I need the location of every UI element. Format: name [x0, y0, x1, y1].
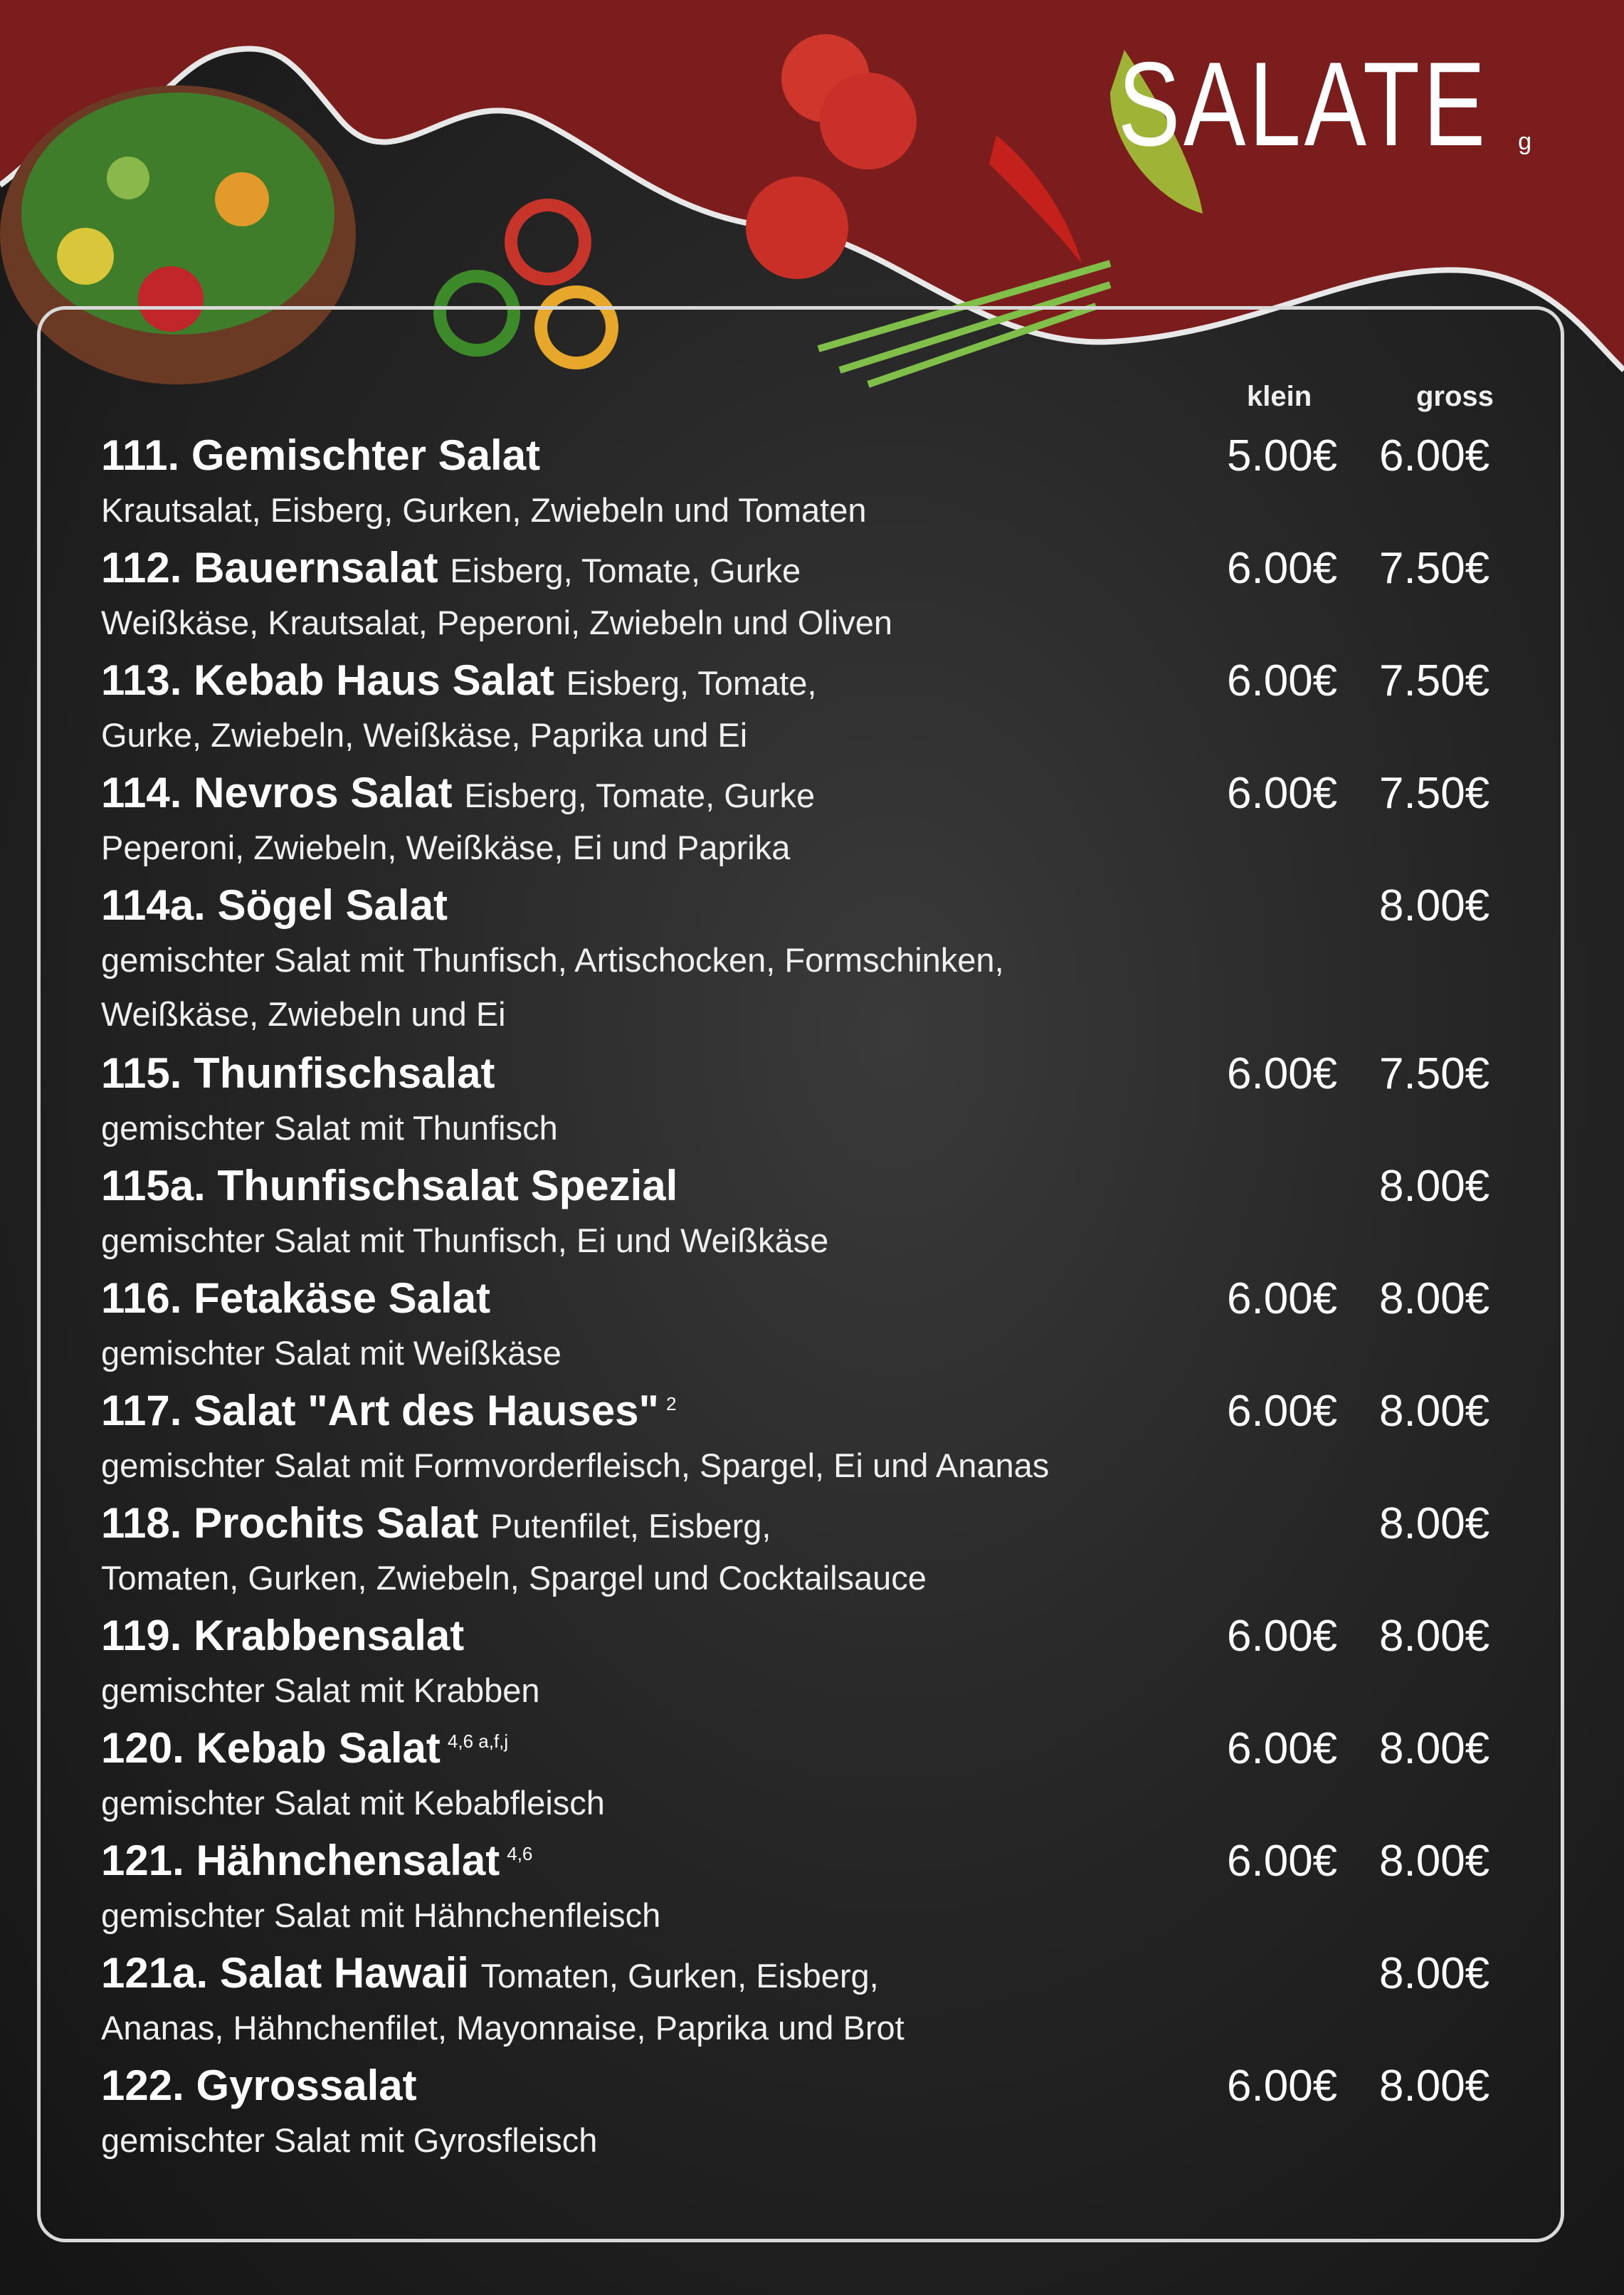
- price-gross: 8.00€: [1379, 1612, 1490, 1661]
- item-description-inline: Eisberg, Tomate, Gurke: [450, 552, 801, 589]
- item-name-line: [101, 1498, 771, 1548]
- item-description: gemischter Salat mit Hähnchenfleisch: [101, 1896, 661, 1934]
- allergen-note: 4,6: [507, 1843, 533, 1864]
- price-gross: 6.00€: [1379, 431, 1490, 480]
- item-title: 114a. Sögel Salat: [101, 881, 448, 929]
- item-description: gemischter Salat mit Krabben: [101, 1671, 540, 1709]
- price-klein: 6.00€: [1227, 1274, 1338, 1323]
- price-gross: 8.00€: [1379, 1949, 1490, 1998]
- item-description-cont: Weißkäse, Zwiebeln und Ei: [101, 995, 506, 1033]
- price-klein: 5.00€: [1227, 431, 1338, 480]
- menu-item: [101, 1498, 1524, 1611]
- price-gross: 8.00€: [1379, 1499, 1490, 1548]
- item-name-line: [101, 1161, 677, 1210]
- item-description: Weißkäse, Krautsalat, Peperoni, Zwiebeln und Oliven: [101, 604, 893, 641]
- price-gross: 7.50€: [1379, 1049, 1490, 1098]
- menu-item: [101, 1273, 1524, 1386]
- item-title: 113. Kebab Haus Salat: [101, 656, 554, 704]
- item-description: gemischter Salat mit Kebabfleisch: [101, 1784, 605, 1822]
- menu-item: [101, 656, 1524, 768]
- item-title: 111. Gemischter Salat: [101, 431, 541, 479]
- price-klein: 6.00€: [1227, 1387, 1338, 1436]
- item-description: Gurke, Zwiebeln, Weißkäse, Paprika und Ei: [101, 716, 748, 754]
- price-gross: 8.00€: [1379, 1724, 1490, 1773]
- item-name-line: [101, 768, 815, 817]
- menu-item: [101, 1049, 1524, 1161]
- item-title: 118. Prochits Salat: [101, 1499, 479, 1547]
- price-klein: 6.00€: [1227, 1612, 1338, 1661]
- item-description: Ananas, Hähnchenfilet, Mayonnaise, Paprika und Brot: [101, 2009, 905, 2047]
- item-name-line: [101, 1948, 879, 1997]
- price-klein: 6.00€: [1227, 656, 1338, 705]
- item-description-inline: Eisberg, Tomate, Gurke: [464, 777, 816, 814]
- item-title: 114. Nevros Salat: [101, 769, 453, 816]
- item-name-line: [101, 2061, 417, 2110]
- menu-item: [101, 1948, 1524, 2061]
- item-title: 121a. Salat Hawaii: [101, 1949, 469, 1997]
- item-description: gemischter Salat mit Weißkäse: [101, 1334, 561, 1372]
- item-name-line: [101, 431, 540, 480]
- item-description-inline: Putenfilet, Eisberg,: [490, 1507, 771, 1545]
- menu-item: [101, 431, 1524, 543]
- menu-item: [101, 1611, 1524, 1723]
- item-description-inline: Eisberg, Tomate,: [566, 664, 817, 702]
- item-title: 116. Fetakäse Salat: [101, 1274, 491, 1322]
- item-name-line: [101, 1723, 508, 1773]
- item-title: 122. Gyrossalat: [101, 2062, 417, 2109]
- item-title: 119. Krabbensalat: [101, 1612, 465, 1659]
- price-gross: 7.50€: [1379, 544, 1490, 593]
- menu-item: [101, 1161, 1524, 1273]
- price-klein: 6.00€: [1227, 1837, 1338, 1886]
- item-description: gemischter Salat mit Thunfisch, Ei und Weißkäse: [101, 1222, 829, 1259]
- item-description: Peperoni, Zwiebeln, Weißkäse, Ei und Paprika: [101, 829, 791, 866]
- item-name-line: [101, 1049, 495, 1098]
- item-name-line: [101, 1611, 464, 1660]
- item-name-line: [101, 1836, 532, 1885]
- item-name-line: [101, 656, 816, 705]
- item-name-line: [101, 881, 448, 930]
- menu-item: [101, 768, 1524, 881]
- price-gross: 8.00€: [1379, 2062, 1490, 2111]
- menu-item: [101, 1386, 1524, 1498]
- item-title: 115a. Thunfischsalat Spezial: [101, 1162, 678, 1209]
- title-unit: g: [1518, 128, 1531, 155]
- column-header-gross: gross: [1416, 381, 1494, 412]
- price-klein: 6.00€: [1227, 1049, 1338, 1098]
- price-gross: 8.00€: [1379, 1274, 1490, 1323]
- item-title: 117. Salat "Art des Hauses": [101, 1387, 659, 1434]
- price-gross: 7.50€: [1379, 656, 1490, 705]
- item-title: 120. Kebab Salat: [101, 1724, 441, 1772]
- item-description-inline: Tomaten, Gurken, Eisberg,: [480, 1957, 879, 1995]
- column-header-klein: klein: [1247, 381, 1312, 412]
- price-klein: 6.00€: [1227, 769, 1338, 818]
- item-title: 121. Hähnchensalat: [101, 1837, 500, 1884]
- item-description: gemischter Salat mit Thunfisch, Artischocken, Formschinken,: [101, 941, 1004, 979]
- item-description: Tomaten, Gurken, Zwiebeln, Spargel und Cocktailsauce: [101, 1559, 927, 1597]
- menu-item: [101, 1836, 1524, 1948]
- menu-item: [101, 881, 1524, 1033]
- price-gross: 8.00€: [1379, 881, 1490, 930]
- item-name-line: [101, 543, 801, 592]
- price-gross: 7.50€: [1379, 769, 1490, 818]
- allergen-note: 4,6 a,f,j: [447, 1731, 509, 1752]
- item-description: gemischter Salat mit Gyrosfleisch: [101, 2121, 598, 2159]
- menu-item: [101, 543, 1524, 656]
- item-description: gemischter Salat mit Formvorderfleisch, Spargel, Ei und Ananas: [101, 1446, 1050, 1484]
- price-klein: 6.00€: [1227, 2062, 1338, 2111]
- page-title: SALATE: [1118, 37, 1489, 171]
- price-klein: 6.00€: [1227, 544, 1338, 593]
- item-name-line: [101, 1386, 676, 1435]
- allergen-note: 2: [665, 1393, 677, 1414]
- item-title: 112. Bauernsalat: [101, 544, 438, 592]
- price-gross: 8.00€: [1379, 1837, 1490, 1886]
- price-gross: 8.00€: [1379, 1387, 1490, 1436]
- item-description: gemischter Salat mit Thunfisch: [101, 1109, 558, 1147]
- menu-item: [101, 2061, 1524, 2173]
- item-description: Krautsalat, Eisberg, Gurken, Zwiebeln und Tomaten: [101, 491, 867, 529]
- price-gross: 8.00€: [1379, 1162, 1490, 1211]
- menu-item: [101, 1723, 1524, 1836]
- price-klein: 6.00€: [1227, 1724, 1338, 1773]
- item-name-line: [101, 1273, 490, 1323]
- item-title: 115. Thunfischsalat: [101, 1049, 495, 1097]
